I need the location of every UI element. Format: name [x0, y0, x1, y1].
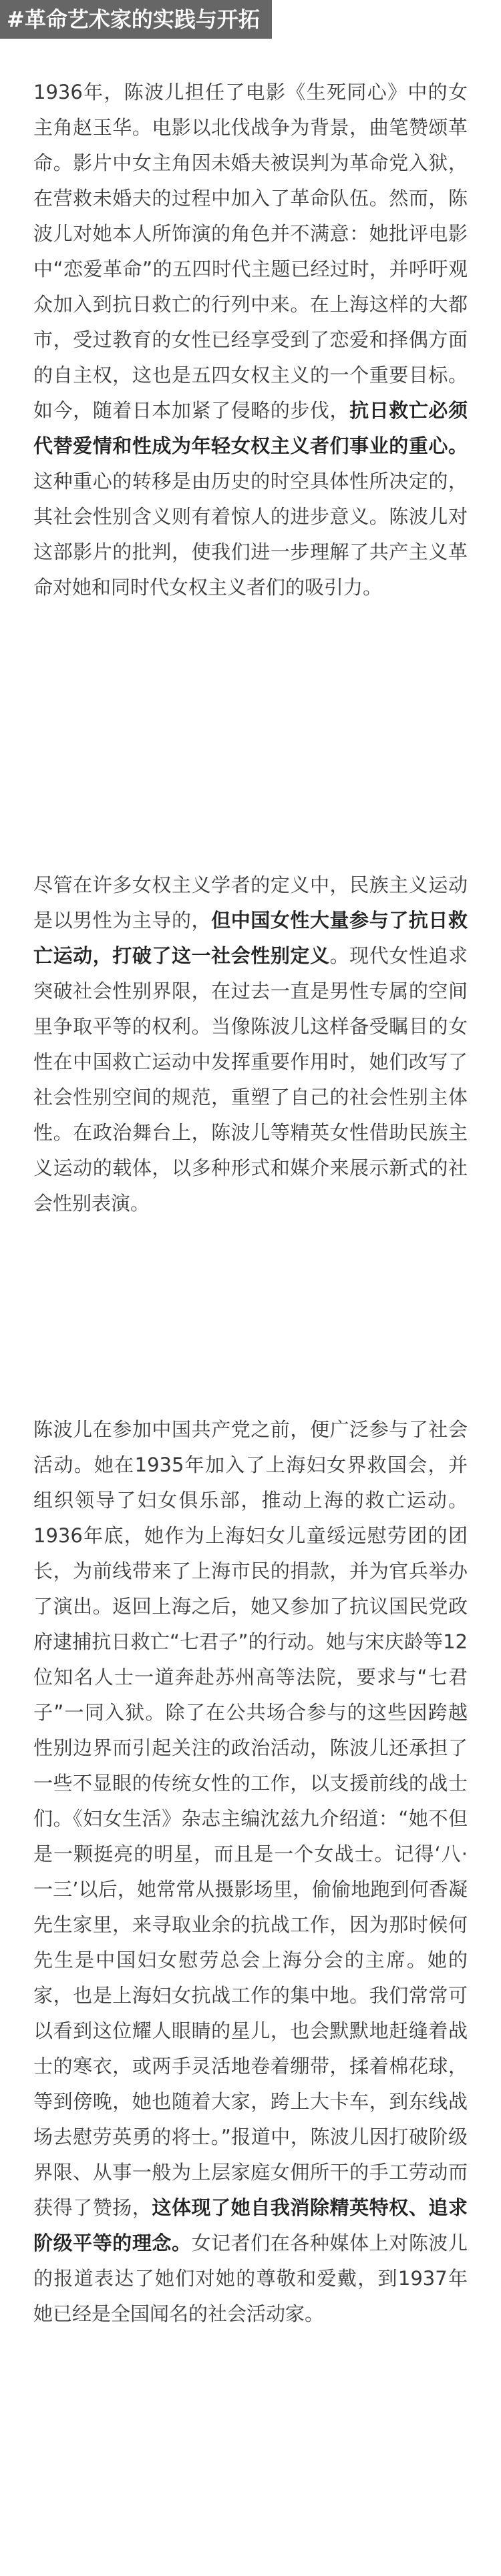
- paragraph-text: 尽管在许多女权主义学者的定义中，民族主义运动是以男性为主导的，: [33, 874, 468, 932]
- paragraph-text: 。现代女性追求突破社会性别界限，在过去一直是男性专属的空间里争取平等的权利。当像陈波儿这样备受瞩目的女性在中国救亡运动中发挥重要作用时，她们改写了社会性别空间的规范，重塑了自己的社会性别主体性。在政治舞台上，陈波儿等精英女性借助民族主义运动的载体，以多种形式和媒介来展示新式的社会性别表演。: [33, 944, 468, 1215]
- paragraph-text: 陈波儿在参加中国共产党之前，便广泛参与了社会活动。她在1935年加入了上海妇女界救国会，并组织领导了妇女俱乐部，推动上海的救亡运动。1936年底，她作为上海妇女儿童绥远慰劳团的团长，为前线带来了上海市民的捐款，并为官兵举办了演出。返回上海之后，她又参加了抗议国民党政府逮捕抗日救亡“七君子”的行动。她与宋庆龄等12位知名人士一道奔赴苏州高等法院，要求与“七君子”一同入狱。除了在公共场合参与的这些因跨越性别边界而引起关注的政治活动，陈波儿还承担了一些不显眼的传统女性的工作，以支援前线的战士们。《妇女生活》杂志主编沈兹九介绍道：“她不但是一颗挺亮的明星，而且是一个女战士。记得‘八·一三’以后，她常常从摄影场里，偷偷地跑到何香凝先生家里，来寻取业余的抗战工作，因为那时候何先生是中国妇女慰劳总会上海分会的主席。她的家，也是上海妇女抗战工作的集中地。我们常常可以看到这位耀人眼睛的星儿，也会默默地赶缝着战士的寒衣，或两手灵活地卷着绷带，揉着棉花球，等到傍晚，她也随着大家，跨上大卡车，到东线战场去慰劳英勇的将士。”报道中，陈波儿因打破阶级界限、从事一般为上层家庭女佣所干的手工劳动而获得了赞扬，: [33, 1418, 468, 2219]
- paragraph-text: 女记者们在各种媒体上对陈波儿的报道表达了她们对她的尊敬和爱戴，到1937年她已经是全国闻名的社会活动家。: [33, 2232, 468, 2325]
- paragraph-3: [33, 1412, 468, 2332]
- bold-emphasis: 抗日救亡必须代替爱情和性成为年轻女权主义者们事业的重心。: [33, 399, 468, 457]
- bold-emphasis: 但中国女性大量参与了抗日救亡运动，打破了这一社会性别定义: [33, 909, 468, 967]
- section-title: #革命艺术家的实践与开拓: [0, 0, 272, 39]
- section-header: [0, 0, 272, 39]
- paragraph-1: [33, 75, 468, 605]
- paragraph-text: 1936年，陈波儿担任了电影《生死同心》中的女主角赵玉华。电影以北伐战争为背景，曲笔赞颂革命。影片中女主角因未婚夫被误判为革命党入狱，在营救未婚夫的过程中加入了革命队伍。然而，陈波儿对她本人所饰演的角色并不满意：她批评电影中“恋爱革命”的五四时代主题已经过时，并呼吁观众加入到抗日救亡的行列中来。在上海这样的大都市，受过教育的女性已经享受到了恋爱和择偶方面的自主权，这也是五四女权主义的一个重要目标。如今，随着日本加紧了侵略的步伐，: [33, 81, 468, 422]
- paragraph-text: 这种重心的转移是由历史的时空具体性所决定的，其社会性别含义则有着惊人的进步意义。陈波儿对这部影片的批判，使我们进一步理解了共产主义革命对她和同时代女权主义者们的吸引力。: [33, 470, 468, 599]
- paragraph-2: [33, 868, 468, 1221]
- bold-emphasis: 这体现了她自我消除精英特权、追求阶级平等的理念。: [33, 2196, 468, 2254]
